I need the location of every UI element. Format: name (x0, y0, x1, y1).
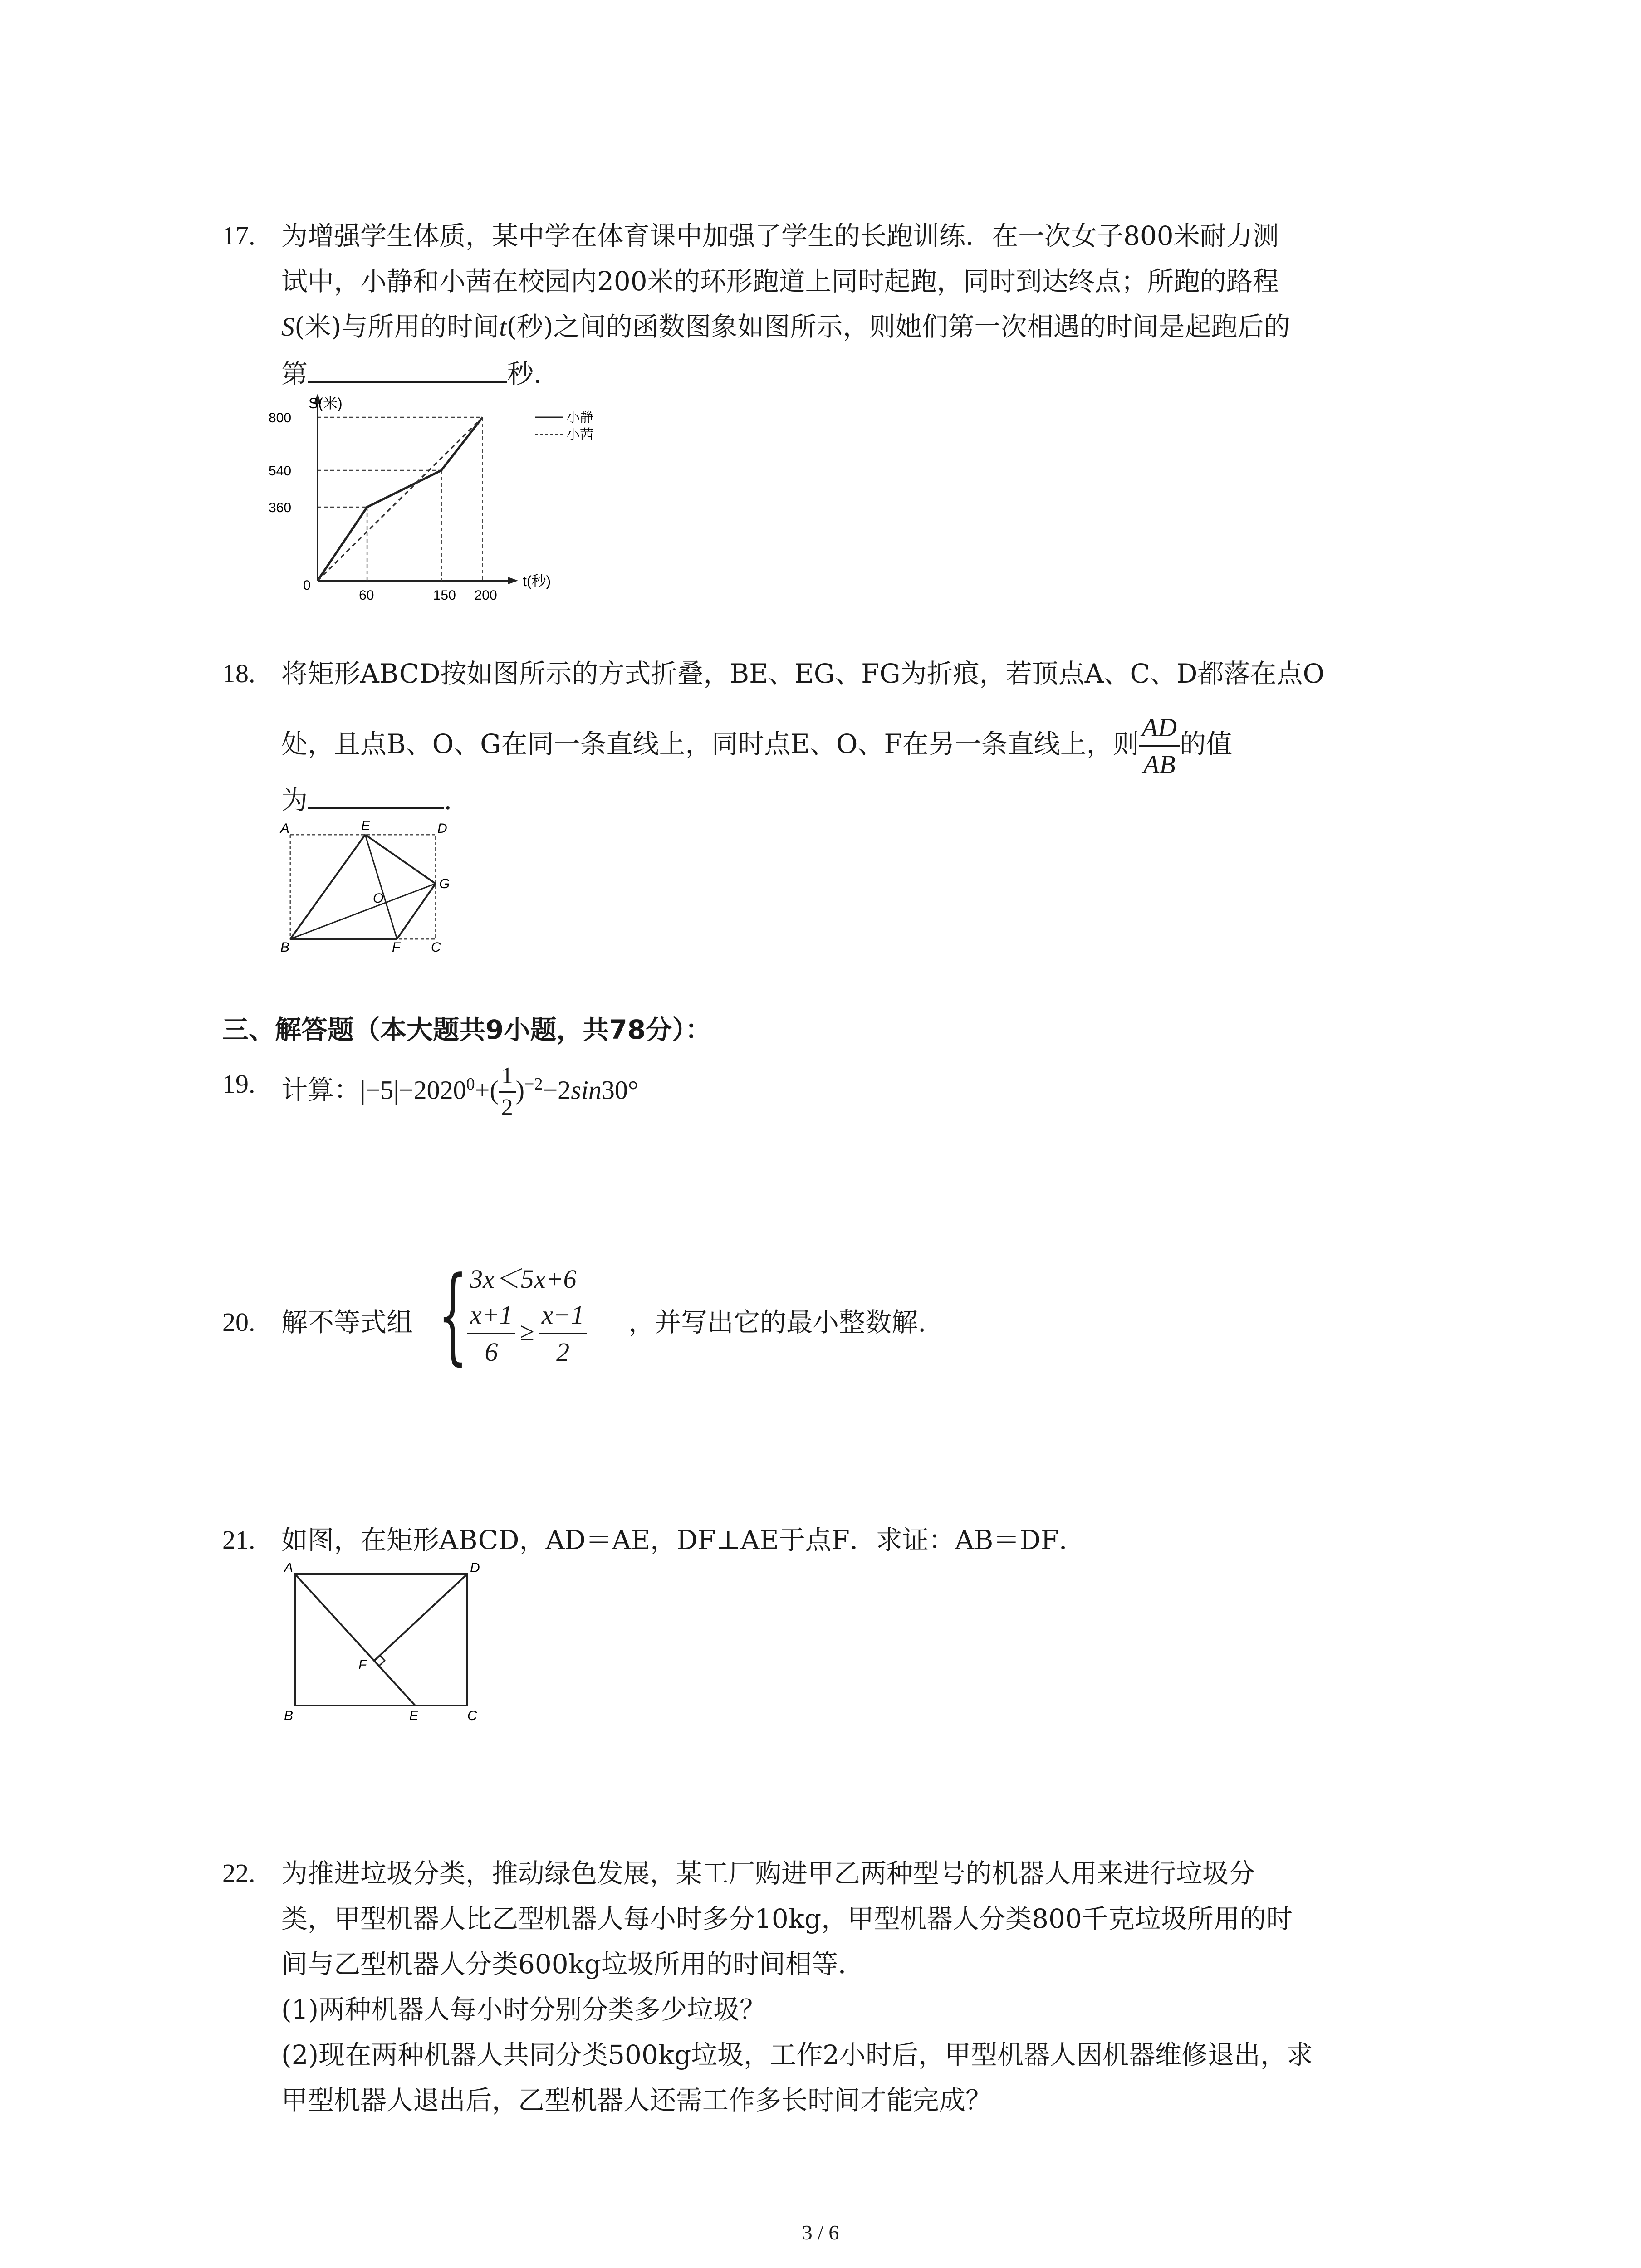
fraction-one-half (499, 1061, 516, 1123)
inequality-2 (467, 1297, 587, 1370)
q19-number: 19. (222, 1069, 255, 1099)
q22-sub2-line2: 甲型机器人退出后，乙型机器人还需工作多长时间才能完成？ (281, 2085, 992, 2116)
rectangle-abcd-outline (290, 835, 436, 939)
q18-line2-b: 的值 (1179, 728, 1232, 760)
origin-label: 0 (303, 578, 311, 593)
x-tick-label: 200 (474, 588, 497, 603)
q22-line3: 间与乙型机器人分类600kg垃圾所用的时间相等． (281, 1949, 864, 1980)
q18-line1: 将矩形ABCD按如图所示的方式折叠，BE、EG、FG为折痕，若顶点A、C、D都落在点O (281, 658, 1324, 689)
fold-eg (365, 835, 436, 884)
frac-numerator: x+1 (467, 1297, 515, 1334)
left-brace: { (438, 1255, 468, 1376)
q17-distance-time-chart (263, 390, 608, 608)
frac-numerator: AD (1139, 710, 1180, 747)
frac-denominator: AB (1143, 750, 1176, 779)
q21-number: 21. (222, 1525, 255, 1554)
label-b: B (284, 1708, 294, 1723)
q17-line3-d: (秒)之间的函数图象如图所示，则她们第一次相遇的时间是起跑后的 (506, 311, 1290, 342)
y-tick-label: 360 (269, 500, 292, 515)
fraction-x-minus-1-over-2 (539, 1297, 587, 1370)
label-e: E (409, 1708, 419, 1723)
label-c: C (467, 1708, 477, 1723)
y-tick-label: 540 (269, 464, 292, 479)
q20-number: 20. (222, 1307, 255, 1337)
sin-function: sin (571, 1075, 602, 1105)
inequality-1: 3x＜5x+6 (470, 1264, 577, 1294)
x-ticks (359, 588, 497, 603)
q22-line2: 类，甲型机器人比乙型机器人每小时多分10kg，甲型机器人分类800千克垃圾所用的时 (281, 1903, 1293, 1934)
label-o: O (373, 891, 384, 906)
x-axis-label: t(秒) (523, 573, 551, 589)
expr-paren: ) (515, 1075, 525, 1105)
label-d: D (437, 821, 447, 836)
q21-text: 如图，在矩形ABCD，AD＝AE，DF⊥AE于点F．求证：AB＝DF． (281, 1525, 1086, 1555)
q17-line3-b: (米)与所用的时间 (294, 311, 500, 342)
q18-folded-rectangle-figure (272, 816, 463, 953)
x-tick-label: 60 (359, 588, 374, 603)
expr-minus: −2 (543, 1075, 571, 1105)
page-number: 3 / 6 (802, 2221, 839, 2244)
label-f: F (392, 940, 401, 953)
line-eof (365, 835, 397, 939)
answer-blank[interactable] (308, 349, 507, 383)
legend-solid-label: 小静 (566, 410, 593, 425)
q21-rectangle-figure (272, 1556, 499, 1724)
frac-numerator: 1 (499, 1061, 516, 1093)
q17-line3 (281, 304, 1290, 350)
q18-line3-a: 为 (281, 785, 308, 816)
q17-line4-b: 秒． (507, 358, 560, 389)
exp-neg-two: −2 (524, 1075, 543, 1094)
label-f: F (358, 1657, 367, 1672)
label-b: B (280, 940, 290, 953)
q18-line3-b: ． (444, 785, 470, 816)
q18-line3 (281, 776, 470, 823)
answer-blank[interactable] (308, 776, 444, 809)
label-g: G (439, 876, 450, 891)
legend-dashed-label: 小茜 (566, 427, 593, 442)
q22-sub2-line1: (2)现在两种机器人共同分类500kg垃圾，工作2小时后，甲型机器人因机器维修退出，求 (281, 2039, 1313, 2070)
q20-suffix: ，并写出它的最小整数解. (628, 1307, 926, 1338)
exp-zero: 0 (466, 1075, 475, 1094)
section-3-title: 三、解答题（本大题共9小题，共78分）： (222, 1014, 712, 1045)
y-axis-label: S(米) (309, 395, 343, 411)
q17-line2: 试中，小静和小茜在校园内200米的环形跑道上同时起跑，同时到达终点；所跑的路程 (281, 266, 1279, 297)
x-axis-arrow (508, 577, 518, 584)
fraction-ad-ab (1139, 710, 1180, 782)
var-s: S (281, 312, 294, 342)
q20-prefix: 解不等式组 (281, 1307, 413, 1338)
q22-sub1: (1)两种机器人每小时分别分类多少垃圾？ (281, 1994, 766, 2025)
y-ticks (269, 411, 291, 515)
q17-line1: 为增强学生体质，某中学在体育课中加强了学生的长跑训练．在一次女子800米耐力测 (281, 220, 1279, 251)
geq-sign: ≥ (519, 1317, 534, 1347)
q22-line1: 为推进垃圾分类，推动绿色发展，某工厂购进甲乙两种型号的机器人用来进行垃圾分 (281, 1858, 1255, 1889)
frac-numerator: x−1 (539, 1297, 587, 1334)
label-c: C (431, 940, 441, 953)
expr-abs: |−5|−2020 (360, 1075, 466, 1105)
fold-be (290, 835, 365, 939)
q17-line4-a: 第 (281, 358, 308, 389)
frac-denominator: 2 (501, 1095, 513, 1121)
fold-fg (397, 884, 436, 939)
right-angle-mark (379, 1655, 385, 1666)
line-bog (290, 884, 436, 939)
x-tick-label: 150 (433, 588, 456, 603)
q18-line2 (281, 710, 1232, 782)
segment-df (374, 1574, 467, 1661)
q19-expression (281, 1052, 638, 1123)
q19-prefix: 计算： (281, 1074, 361, 1105)
rectangle-abcd (295, 1574, 467, 1706)
label-e: E (361, 818, 371, 833)
label-a: A (280, 821, 290, 836)
y-tick-label: 800 (269, 411, 292, 425)
label-d: D (470, 1560, 480, 1575)
q22-number: 22. (222, 1858, 255, 1888)
expr-plus: +( (475, 1075, 499, 1105)
expr-angle: 30° (601, 1075, 639, 1105)
q17-line4 (281, 349, 560, 396)
frac-denominator: 6 (485, 1337, 498, 1367)
q17-number: 17. (222, 221, 255, 250)
q18-number: 18. (222, 659, 255, 688)
series-xiaoqian-line (318, 417, 483, 581)
q18-line2-a: 处，且点B、O、G在同一条直线上，同时点E、O、F在另一条直线上，则 (281, 728, 1139, 760)
fraction-x-plus-1-over-6 (467, 1297, 515, 1370)
var-t: t (499, 312, 507, 342)
label-a: A (284, 1560, 294, 1575)
frac-denominator: 2 (556, 1337, 570, 1367)
